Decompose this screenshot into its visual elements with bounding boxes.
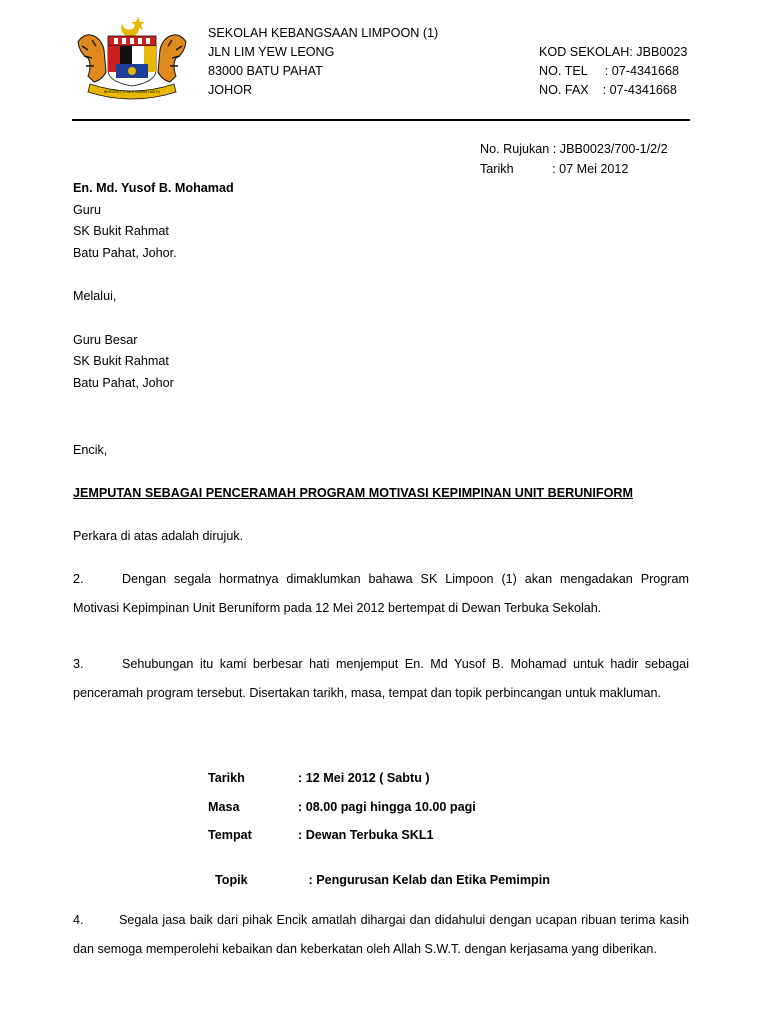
recipient-school: SK Bukit Rahmat — [73, 224, 169, 238]
left-tiger-icon — [78, 35, 106, 82]
via-title: Guru Besar — [73, 333, 138, 347]
letter-date: Tarikh : 07 Mei 2012 — [480, 162, 629, 176]
detail-value: : 08.00 pagi hingga 10.00 pagi — [298, 800, 476, 814]
detail-row-date — [208, 770, 430, 786]
detail-value: : 12 Mei 2012 ( Sabtu ) — [298, 771, 430, 785]
address-line-1: JLN LIM YEW LEONG — [208, 45, 335, 59]
paragraph-3 — [73, 650, 689, 707]
detail-value: : Dewan Terbuka SKL1 — [298, 828, 434, 842]
detail-label: Topik — [215, 873, 248, 887]
detail-value: : Pengurusan Kelab dan Etika Pemimpin — [305, 873, 550, 887]
right-tiger-icon — [158, 35, 186, 82]
via-label: Melalui, — [73, 289, 117, 303]
salutation: Encik, — [73, 443, 108, 457]
letterhead-divider — [72, 119, 690, 121]
paragraph-3-text: Sehubungan itu kami berbesar hati menjemput En. Md Yusof B. Mohamad untuk hadir sebagai penceramah program tersebut. Disertakan tarikh, masa, tempat dan topik perbincangan untuk makluman. — [73, 657, 689, 700]
detail-row-topic — [208, 856, 550, 888]
paragraph-4-text: Segala jasa baik dari pihak Encik amatlah dihargai dan didahului dengan ucapan ribuan terima kasih dan semoga memperolehi kebaikan dan keberkatan oleh Allah S.W.T. dengan kerjasama yang diberikan. — [73, 913, 689, 956]
telephone-number: NO. TEL : 07-4341668 — [539, 64, 680, 78]
crest-motto: BERSEKUTU BERTAMBAH MUTU — [103, 90, 161, 94]
detail-label: Tempat — [208, 828, 252, 842]
coat-of-arms-crest — [72, 14, 192, 100]
paragraph-4 — [73, 906, 689, 963]
paragraph-3-number: 3. — [73, 657, 84, 671]
detail-label: Tarikh — [208, 771, 245, 785]
via-school: SK Bukit Rahmat — [73, 354, 169, 368]
school-code: KOD SEKOLAH: JBB0023 — [539, 45, 688, 59]
recipient-location: Batu Pahat, Johor. — [73, 246, 177, 260]
paragraph-2 — [73, 565, 689, 622]
via-location: Batu Pahat, Johor — [73, 376, 174, 390]
letter-subject: JEMPUTAN SEBAGAI PENCERAMAH PROGRAM MOTIVASI KEPIMPINAN UNIT BERUNIFORM — [73, 486, 633, 500]
school-name: SEKOLAH KEBANGSAAN LIMPOON (1) — [208, 26, 439, 40]
paragraph-4-number: 4. — [73, 913, 84, 927]
recipient-name: En. Md. Yusof B. Mohamad — [73, 181, 234, 195]
address-line-3: JOHOR — [208, 83, 253, 97]
intro-paragraph: Perkara di atas adalah dirujuk. — [73, 529, 244, 543]
paragraph-2-number: 2. — [73, 572, 84, 586]
reference-number: No. Rujukan : JBB0023/700-1/2/2 — [480, 142, 668, 156]
detail-label: Masa — [208, 800, 240, 814]
paragraph-2-text: Dengan segala hormatnya dimaklumkan bahawa SK Limpoon (1) akan mengadakan Program Motivasi Kepimpinan Unit Beruniform pada 12 Mei 2012 bertempat di Dewan Terbuka Sekolah. — [73, 572, 689, 615]
detail-row-time — [208, 799, 476, 815]
address-line-2: 83000 BATU PAHAT — [208, 64, 323, 78]
recipient-title: Guru — [73, 203, 101, 217]
fax-number: NO. FAX : 07-4341668 — [539, 83, 677, 97]
detail-row-venue — [208, 827, 434, 843]
